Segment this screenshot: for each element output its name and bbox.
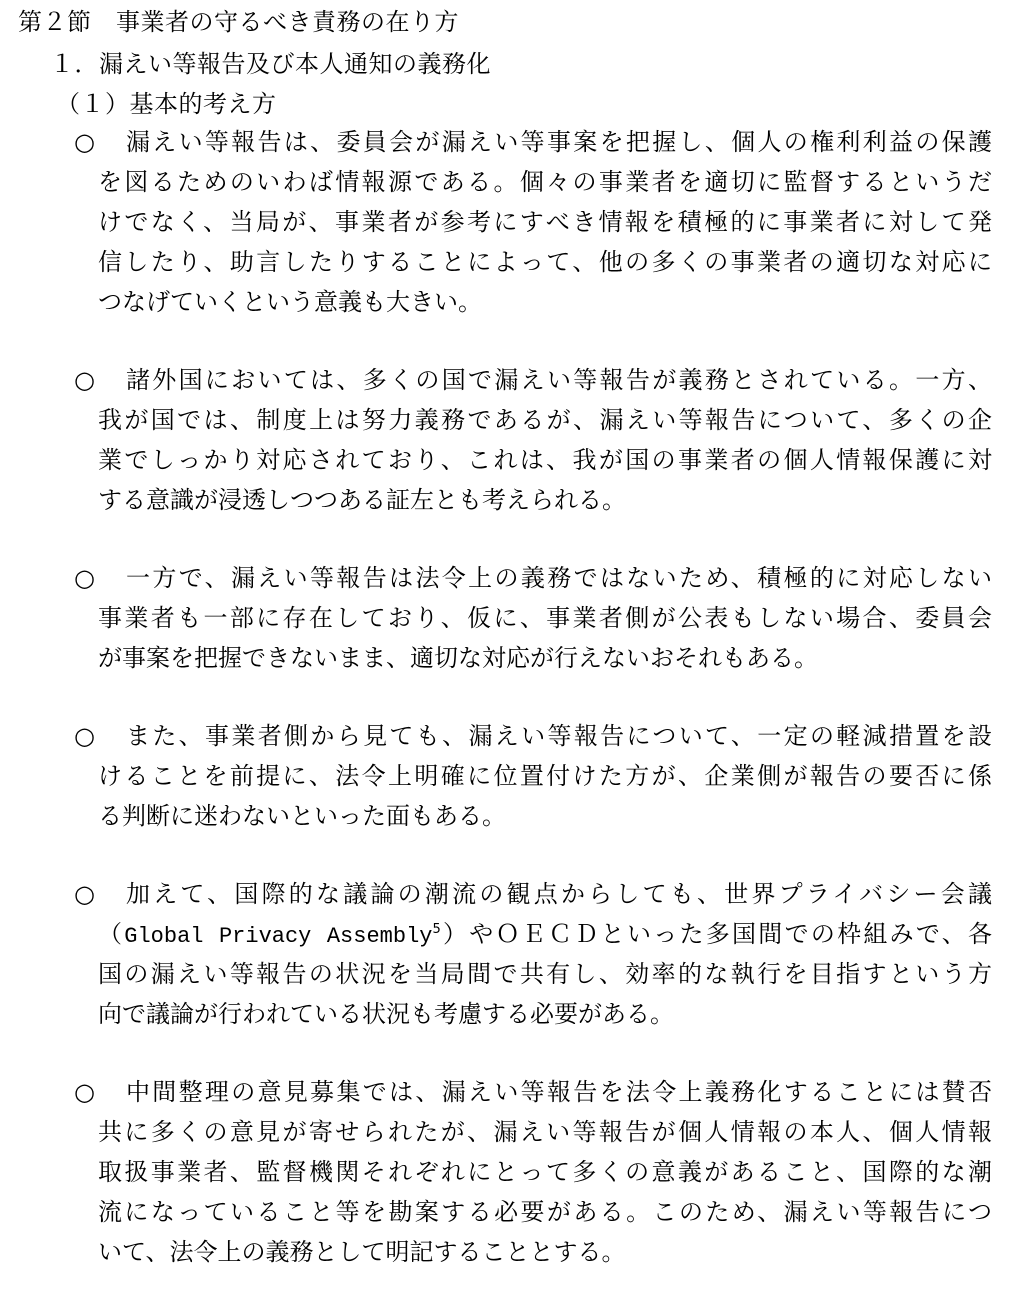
paragraph-line: いて、法令上の義務として明記することとする。 bbox=[98, 1238, 626, 1266]
paragraph-line: 漏えい等報告は、委員会が漏えい等事案を把握し、個人の権利利益の保護 bbox=[126, 128, 992, 156]
bullet-mark: ○ bbox=[74, 1078, 95, 1106]
assembly-name: Global Privacy Assembly bbox=[124, 924, 433, 949]
paragraph-line: また、事業者側から見ても、漏えい等報告について、一定の軽減措置を設 bbox=[126, 722, 992, 750]
paragraph-line: 加えて、国際的な議論の潮流の観点からしても、世界プライバシー会議 bbox=[126, 880, 992, 908]
paragraph-line: が事案を把握できないまま、適切な対応が行えないおそれもある。 bbox=[98, 644, 818, 672]
paragraph-line: 流になっていること等を勘案する必要がある。このため、漏えい等報告につ bbox=[98, 1198, 992, 1226]
bullet-mark: ○ bbox=[74, 366, 95, 394]
paragraph-line: つなげていくという意義も大きい。 bbox=[98, 288, 482, 316]
paragraph-line: 諸外国においては、多くの国で漏えい等報告が義務とされている。一方、 bbox=[126, 366, 992, 394]
subitem-heading: （１）基本的考え方 bbox=[56, 90, 277, 118]
bullet-mark: ○ bbox=[74, 128, 95, 156]
bullet-mark: ○ bbox=[74, 880, 95, 908]
open-paren: （ bbox=[98, 920, 125, 948]
paragraph-line-mixed bbox=[98, 914, 992, 954]
paragraph-line: を図るためのいわば情報源である。個々の事業者を適切に監督するというだ bbox=[98, 168, 992, 196]
line-rest: ）やＯＥＣＤといった多国間での枠組みで、各 bbox=[440, 920, 992, 948]
paragraph-line: 業でしっかり対応されており、これは、我が国の事業者の個人情報保護に対 bbox=[98, 446, 992, 474]
section-heading: 第２節 事業者の守るべき責務の在り方 bbox=[18, 8, 459, 36]
bullet-mark: ○ bbox=[74, 564, 95, 592]
paragraph-line: 一方で、漏えい等報告は法令上の義務ではないため、積極的に対応しない bbox=[126, 564, 992, 592]
footnote-ref[interactable]: 5 bbox=[432, 922, 441, 937]
paragraph-line: けでなく、当局が、事業者が参考にすべき情報を積極的に事業者に対して発 bbox=[98, 208, 992, 236]
paragraph-line: 信したり、助言したりすることによって、他の多くの事業者の適切な対応に bbox=[98, 248, 992, 276]
paragraph-line: けることを前提に、法令上明確に位置付けた方が、企業側が報告の要否に係 bbox=[98, 762, 992, 790]
paragraph-line: 共に多くの意見が寄せられたが、漏えい等報告が個人情報の本人、個人情報 bbox=[98, 1118, 992, 1146]
paragraph-line: する意識が浸透しつつある証左とも考えられる。 bbox=[98, 486, 626, 514]
paragraph-line: 国の漏えい等報告の状況を当局間で共有し、効率的な執行を目指すという方 bbox=[98, 960, 992, 988]
paragraph-line: 向で議論が行われている状況も考慮する必要がある。 bbox=[98, 1000, 674, 1028]
paragraph-line: 事業者も一部に存在しており、仮に、事業者側が公表もしない場合、委員会 bbox=[98, 604, 992, 632]
item-heading: １．漏えい等報告及び本人通知の義務化 bbox=[50, 50, 491, 78]
paragraph-line: 取扱事業者、監督機関それぞれにとって多くの意義があること、国際的な潮 bbox=[98, 1158, 992, 1186]
paragraph-line: 中間整理の意見募集では、漏えい等報告を法令上義務化することには賛否 bbox=[126, 1078, 992, 1106]
paragraph-line: 我が国では、制度上は努力義務であるが、漏えい等報告について、多くの企 bbox=[98, 406, 992, 434]
paragraph-line: る判断に迷わないといった面もある。 bbox=[98, 802, 506, 830]
bullet-mark: ○ bbox=[74, 722, 95, 750]
